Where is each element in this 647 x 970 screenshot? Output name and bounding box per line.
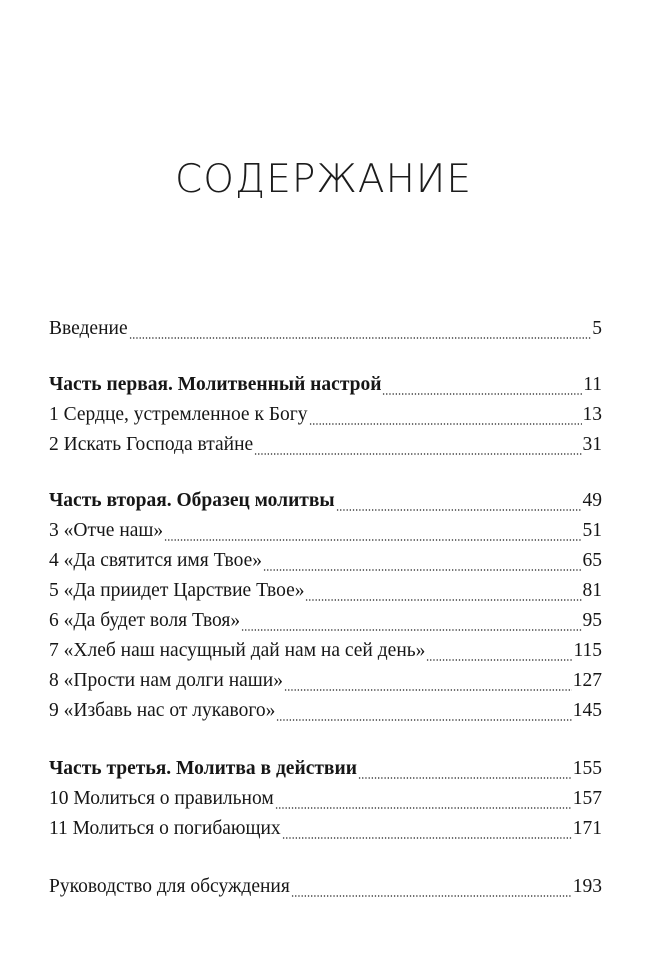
toc-entry-label: Часть третья. Молитва в действии <box>49 758 357 779</box>
toc-entry-page: 49 <box>582 490 602 511</box>
toc-entry-part-two[interactable] <box>49 490 602 518</box>
toc-entry-page: 157 <box>572 788 602 809</box>
toc-entry-page: 115 <box>573 640 602 661</box>
toc-entry-introduction[interactable] <box>49 318 602 346</box>
dot-leader <box>284 689 572 691</box>
toc-entry-page: 95 <box>582 610 602 631</box>
dot-leader <box>336 509 582 511</box>
toc-entry-label: Часть вторая. Образец молитвы <box>49 490 335 511</box>
toc-entry-page: 51 <box>582 520 602 541</box>
dot-leader <box>263 569 581 571</box>
toc-entry-page: 11 <box>583 374 602 395</box>
toc-entry-label: 8 «Прости нам долги наши» <box>49 670 283 691</box>
toc-entry-label: 7 «Хлеб наш насущный дай нам на сей день» <box>49 640 426 661</box>
toc-entry-label: 2 Искать Господа втайне <box>49 434 254 455</box>
toc-entry-label: 3 «Отче наш» <box>49 520 164 541</box>
toc-entry-chapter-10[interactable] <box>49 788 602 816</box>
toc-entry-label: 11 Молиться о погибающих <box>49 818 281 839</box>
toc-entry-label: Руководство для обсуждения <box>49 876 290 897</box>
toc-entry-label: 4 «Да святится имя Твое» <box>49 550 263 571</box>
toc-entry-chapter-4[interactable] <box>49 550 602 578</box>
dot-leader <box>282 837 572 839</box>
dot-leader <box>275 807 572 809</box>
toc-entry-label: Введение <box>49 318 128 339</box>
toc-entry-page: 145 <box>572 700 602 721</box>
toc-entry-chapter-2[interactable] <box>49 434 602 462</box>
toc-entry-page: 193 <box>572 876 602 897</box>
toc-entry-label: 1 Сердце, устремленное к Богу <box>49 404 308 425</box>
page-title: СОДЕРЖАНИЕ <box>175 157 472 202</box>
toc-entry-chapter-5[interactable] <box>49 580 602 608</box>
toc-entry-page: 81 <box>582 580 602 601</box>
toc-entry-chapter-6[interactable] <box>49 610 602 638</box>
toc-entry-page: 155 <box>572 758 602 779</box>
dot-leader <box>164 539 581 541</box>
toc-entry-page: 13 <box>582 404 602 425</box>
toc-entry-label: Часть первая. Молитвенный настрой <box>49 374 382 395</box>
dot-leader <box>291 895 572 897</box>
toc-entry-part-three[interactable] <box>49 758 602 786</box>
toc-entry-label: 6 «Да будет воля Твоя» <box>49 610 241 631</box>
dot-leader <box>129 337 592 339</box>
dot-leader <box>358 777 572 779</box>
toc-entry-chapter-1[interactable] <box>49 404 602 432</box>
dot-leader <box>305 599 581 601</box>
toc-entry-chapter-11[interactable] <box>49 818 602 846</box>
toc-entry-label: 5 «Да приидет Царствие Твое» <box>49 580 305 601</box>
toc-entry-chapter-7[interactable] <box>49 640 602 668</box>
toc-entry-label: 10 Молиться о правильном <box>49 788 274 809</box>
toc-entry-page: 31 <box>582 434 602 455</box>
toc-entry-page: 127 <box>572 670 602 691</box>
toc-entry-chapter-9[interactable] <box>49 700 602 728</box>
toc-entry-discussion-guide[interactable] <box>49 876 602 904</box>
toc-entry-page: 5 <box>592 318 602 339</box>
toc-entry-chapter-3[interactable] <box>49 520 602 548</box>
dot-leader <box>241 629 581 631</box>
dot-leader <box>309 423 582 425</box>
toc-entry-page: 171 <box>572 818 602 839</box>
dot-leader <box>276 719 571 721</box>
toc-entry-label: 9 «Избавь нас от лукавого» <box>49 700 276 721</box>
dot-leader <box>426 659 572 661</box>
toc-entry-chapter-8[interactable] <box>49 670 602 698</box>
toc-entry-part-one[interactable] <box>49 374 602 402</box>
toc-entry-page: 65 <box>582 550 602 571</box>
dot-leader <box>254 453 581 455</box>
dot-leader <box>382 393 582 395</box>
